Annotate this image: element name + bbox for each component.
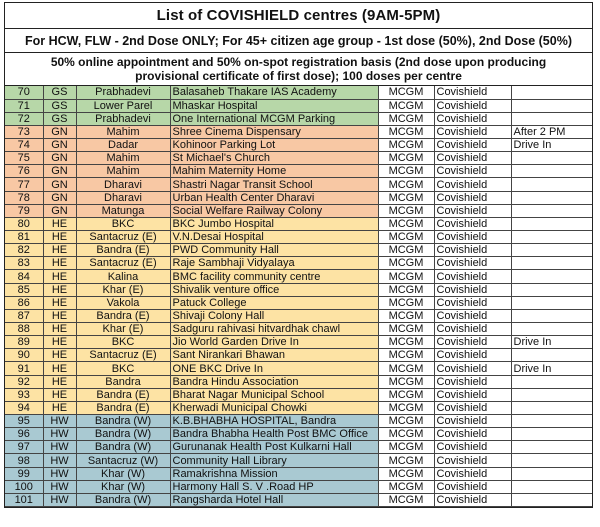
area-cell: Vakola xyxy=(76,296,170,309)
remarks-cell xyxy=(511,493,592,506)
vaccine-cell: Covishield xyxy=(434,375,511,388)
serial-number-cell: 70 xyxy=(5,86,43,99)
table-row xyxy=(5,191,592,204)
centre-name-cell: Mahim Maternity Home xyxy=(170,165,378,178)
centre-name-cell: Balasaheb Thakare IAS Academy xyxy=(170,86,378,99)
table-row xyxy=(5,178,592,191)
table-row xyxy=(5,112,592,125)
vaccine-cell: Covishield xyxy=(434,191,511,204)
area-cell: Dharavi xyxy=(76,178,170,191)
organisation-cell: MCGM xyxy=(378,428,434,441)
table-row xyxy=(5,86,592,99)
vaccine-cell: Covishield xyxy=(434,336,511,349)
remarks-cell xyxy=(511,401,592,414)
organisation-cell: MCGM xyxy=(378,244,434,257)
table-row xyxy=(5,270,592,283)
remarks-cell: After 2 PM xyxy=(511,125,592,138)
ward-cell: GN xyxy=(43,191,76,204)
area-cell: Mahim xyxy=(76,152,170,165)
centre-name-cell: Bharat Nagar Municipal School xyxy=(170,388,378,401)
area-cell: Santacruz (E) xyxy=(76,231,170,244)
ward-cell: HE xyxy=(43,257,76,270)
table-row xyxy=(5,152,592,165)
remarks-cell xyxy=(511,454,592,467)
serial-number-cell: 78 xyxy=(5,191,43,204)
centre-name-cell: Social Welfare Railway Colony xyxy=(170,204,378,217)
centre-name-cell: ONE BKC Drive In xyxy=(170,362,378,375)
remarks-cell xyxy=(511,204,592,217)
area-cell: Santacruz (E) xyxy=(76,349,170,362)
serial-number-cell: 71 xyxy=(5,99,43,112)
serial-number-cell: 81 xyxy=(5,231,43,244)
area-cell: Khar (W) xyxy=(76,480,170,493)
centre-name-cell: Shivaji Colony Hall xyxy=(170,309,378,322)
centres-table-body xyxy=(5,86,592,507)
organisation-cell: MCGM xyxy=(378,204,434,217)
ward-cell: GN xyxy=(43,204,76,217)
organisation-cell: MCGM xyxy=(378,349,434,362)
remarks-cell xyxy=(511,165,592,178)
remarks-cell xyxy=(511,349,592,362)
ward-cell: GS xyxy=(43,99,76,112)
vaccine-cell: Covishield xyxy=(434,139,511,152)
vaccine-cell: Covishield xyxy=(434,125,511,138)
ward-cell: HE xyxy=(43,283,76,296)
organisation-cell: MCGM xyxy=(378,165,434,178)
remarks-cell: Drive In xyxy=(511,139,592,152)
area-cell: Khar (E) xyxy=(76,283,170,296)
ward-cell: HE xyxy=(43,362,76,375)
vaccine-cell: Covishield xyxy=(434,244,511,257)
ward-cell: HE xyxy=(43,375,76,388)
ward-cell: HW xyxy=(43,467,76,480)
table-row xyxy=(5,257,592,270)
area-cell: Bandra (W) xyxy=(76,415,170,428)
remarks-cell xyxy=(511,415,592,428)
area-cell: Bandra xyxy=(76,375,170,388)
vaccine-cell: Covishield xyxy=(434,165,511,178)
ward-cell: GN xyxy=(43,139,76,152)
table-row xyxy=(5,336,592,349)
ward-cell: HE xyxy=(43,388,76,401)
vaccine-cell: Covishield xyxy=(434,388,511,401)
table-row xyxy=(5,388,592,401)
serial-number-cell: 91 xyxy=(5,362,43,375)
organisation-cell: MCGM xyxy=(378,125,434,138)
vaccine-cell: Covishield xyxy=(434,112,511,125)
area-cell: BKC xyxy=(76,217,170,230)
remarks-cell xyxy=(511,191,592,204)
remarks-cell xyxy=(511,112,592,125)
area-cell: Lower Parel xyxy=(76,99,170,112)
vaccine-cell: Covishield xyxy=(434,454,511,467)
ward-cell: HW xyxy=(43,454,76,467)
serial-number-cell: 72 xyxy=(5,112,43,125)
table-row xyxy=(5,480,592,493)
table-row xyxy=(5,362,592,375)
organisation-cell: MCGM xyxy=(378,454,434,467)
serial-number-cell: 75 xyxy=(5,152,43,165)
remarks-cell xyxy=(511,323,592,336)
serial-number-cell: 94 xyxy=(5,401,43,414)
table-row xyxy=(5,323,592,336)
area-cell: BKC xyxy=(76,336,170,349)
serial-number-cell: 88 xyxy=(5,323,43,336)
area-cell: Bandra (W) xyxy=(76,493,170,506)
table-row xyxy=(5,454,592,467)
vaccine-cell: Covishield xyxy=(434,362,511,375)
serial-number-cell: 73 xyxy=(5,125,43,138)
serial-number-cell: 89 xyxy=(5,336,43,349)
page-title: List of COVISHIELD centres (9AM-5PM) xyxy=(5,3,592,29)
table-row xyxy=(5,204,592,217)
remarks-cell xyxy=(511,467,592,480)
table-row xyxy=(5,244,592,257)
organisation-cell: MCGM xyxy=(378,467,434,480)
table-row xyxy=(5,99,592,112)
ward-cell: HE xyxy=(43,270,76,283)
remarks-cell xyxy=(511,375,592,388)
organisation-cell: MCGM xyxy=(378,362,434,375)
area-cell: Khar (W) xyxy=(76,467,170,480)
vaccine-cell: Covishield xyxy=(434,323,511,336)
ward-cell: HE xyxy=(43,231,76,244)
ward-cell: HE xyxy=(43,323,76,336)
centre-name-cell: Gurunanak Health Post Kulkarni Hall xyxy=(170,441,378,454)
area-cell: Dharavi xyxy=(76,191,170,204)
area-cell: Bandra (E) xyxy=(76,388,170,401)
remarks-cell xyxy=(511,441,592,454)
table-row xyxy=(5,296,592,309)
centre-name-cell: Bandra Hindu Association xyxy=(170,375,378,388)
centre-name-cell: Urban Health Center Dharavi xyxy=(170,191,378,204)
centre-name-cell: Harmony Hall S. V .Road HP xyxy=(170,480,378,493)
serial-number-cell: 95 xyxy=(5,415,43,428)
ward-cell: HE xyxy=(43,244,76,257)
vaccine-cell: Covishield xyxy=(434,480,511,493)
area-cell: Mahim xyxy=(76,165,170,178)
ward-cell: HE xyxy=(43,336,76,349)
table-row xyxy=(5,415,592,428)
vaccine-cell: Covishield xyxy=(434,467,511,480)
ward-cell: GS xyxy=(43,86,76,99)
organisation-cell: MCGM xyxy=(378,270,434,283)
ward-cell: HW xyxy=(43,415,76,428)
remarks-cell: Drive In xyxy=(511,336,592,349)
serial-number-cell: 85 xyxy=(5,283,43,296)
table-row xyxy=(5,217,592,230)
remarks-cell xyxy=(511,231,592,244)
centres-table xyxy=(5,86,592,507)
centre-name-cell: Community Hall Library xyxy=(170,454,378,467)
organisation-cell: MCGM xyxy=(378,112,434,125)
remarks-cell xyxy=(511,257,592,270)
table-row xyxy=(5,401,592,414)
centre-name-cell: Mhaskar Hospital xyxy=(170,99,378,112)
vaccine-cell: Covishield xyxy=(434,178,511,191)
centre-name-cell: Jio World Garden Drive In xyxy=(170,336,378,349)
organisation-cell: MCGM xyxy=(378,231,434,244)
organisation-cell: MCGM xyxy=(378,257,434,270)
remarks-cell xyxy=(511,309,592,322)
remarks-cell xyxy=(511,428,592,441)
organisation-cell: MCGM xyxy=(378,283,434,296)
serial-number-cell: 99 xyxy=(5,467,43,480)
remarks-cell xyxy=(511,244,592,257)
organisation-cell: MCGM xyxy=(378,401,434,414)
table-row xyxy=(5,139,592,152)
vaccine-cell: Covishield xyxy=(434,283,511,296)
ward-cell: HE xyxy=(43,309,76,322)
ward-cell: HE xyxy=(43,296,76,309)
organisation-cell: MCGM xyxy=(378,480,434,493)
ward-cell: HW xyxy=(43,441,76,454)
vaccine-cell: Covishield xyxy=(434,401,511,414)
organisation-cell: MCGM xyxy=(378,217,434,230)
serial-number-cell: 92 xyxy=(5,375,43,388)
ward-cell: HE xyxy=(43,401,76,414)
area-cell: Bandra (E) xyxy=(76,244,170,257)
organisation-cell: MCGM xyxy=(378,178,434,191)
centre-name-cell: Patuck College xyxy=(170,296,378,309)
vaccine-cell: Covishield xyxy=(434,257,511,270)
remarks-cell xyxy=(511,217,592,230)
serial-number-cell: 84 xyxy=(5,270,43,283)
ward-cell: GN xyxy=(43,165,76,178)
table-row xyxy=(5,467,592,480)
table-row xyxy=(5,428,592,441)
organisation-cell: MCGM xyxy=(378,139,434,152)
remarks-cell xyxy=(511,152,592,165)
vaccine-cell: Covishield xyxy=(434,415,511,428)
remarks-cell xyxy=(511,296,592,309)
organisation-cell: MCGM xyxy=(378,86,434,99)
remarks-cell xyxy=(511,283,592,296)
centre-name-cell: V.N.Desai Hospital xyxy=(170,231,378,244)
vaccine-cell: Covishield xyxy=(434,231,511,244)
remarks-cell xyxy=(511,480,592,493)
area-cell: Bandra (E) xyxy=(76,309,170,322)
table-row xyxy=(5,125,592,138)
centre-name-cell: BMC facility community centre xyxy=(170,270,378,283)
serial-number-cell: 76 xyxy=(5,165,43,178)
centre-name-cell: Kherwadi Municipal Chowki xyxy=(170,401,378,414)
area-cell: Prabhadevi xyxy=(76,86,170,99)
centres-sheet xyxy=(4,2,593,508)
area-cell: Bandra (W) xyxy=(76,428,170,441)
eligibility-subtitle: For HCW, FLW - 2nd Dose ONLY; For 45+ citizen age group - 1st dose (50%), 2nd Dose (50%) xyxy=(5,29,592,53)
centre-name-cell: Sant Nirankari Bhawan xyxy=(170,349,378,362)
centre-name-cell: Raje Sambhaji Vidyalaya xyxy=(170,257,378,270)
area-cell: BKC xyxy=(76,362,170,375)
area-cell: Matunga xyxy=(76,204,170,217)
centre-name-cell: Shivalik venture office xyxy=(170,283,378,296)
organisation-cell: MCGM xyxy=(378,493,434,506)
table-row xyxy=(5,493,592,506)
vaccine-cell: Covishield xyxy=(434,309,511,322)
serial-number-cell: 87 xyxy=(5,309,43,322)
organisation-cell: MCGM xyxy=(378,296,434,309)
centre-name-cell: Kohinoor Parking Lot xyxy=(170,139,378,152)
organisation-cell: MCGM xyxy=(378,309,434,322)
ward-cell: HW xyxy=(43,493,76,506)
serial-number-cell: 79 xyxy=(5,204,43,217)
table-row xyxy=(5,349,592,362)
centre-name-cell: One International MCGM Parking xyxy=(170,112,378,125)
organisation-cell: MCGM xyxy=(378,375,434,388)
table-row xyxy=(5,283,592,296)
area-cell: Prabhadevi xyxy=(76,112,170,125)
vaccine-cell: Covishield xyxy=(434,204,511,217)
registration-note-line-2: provisional certificate of first dose); 100 doses per centre xyxy=(135,69,462,83)
organisation-cell: MCGM xyxy=(378,388,434,401)
centre-name-cell: Ramakrishna Mission xyxy=(170,467,378,480)
centre-name-cell: Rangsharda Hotel Hall xyxy=(170,493,378,506)
serial-number-cell: 93 xyxy=(5,388,43,401)
organisation-cell: MCGM xyxy=(378,191,434,204)
serial-number-cell: 96 xyxy=(5,428,43,441)
organisation-cell: MCGM xyxy=(378,152,434,165)
ward-cell: GN xyxy=(43,125,76,138)
remarks-cell xyxy=(511,178,592,191)
area-cell: Santacruz (E) xyxy=(76,257,170,270)
organisation-cell: MCGM xyxy=(378,415,434,428)
registration-note xyxy=(5,53,592,86)
vaccine-cell: Covishield xyxy=(434,441,511,454)
table-row xyxy=(5,165,592,178)
serial-number-cell: 90 xyxy=(5,349,43,362)
centre-name-cell: Bandra Bhabha Health Post BMC Office xyxy=(170,428,378,441)
serial-number-cell: 98 xyxy=(5,454,43,467)
serial-number-cell: 80 xyxy=(5,217,43,230)
centre-name-cell: St Michael's Church xyxy=(170,152,378,165)
area-cell: Dadar xyxy=(76,139,170,152)
organisation-cell: MCGM xyxy=(378,441,434,454)
ward-cell: GS xyxy=(43,112,76,125)
ward-cell: GN xyxy=(43,152,76,165)
vaccine-cell: Covishield xyxy=(434,217,511,230)
remarks-cell xyxy=(511,86,592,99)
table-row xyxy=(5,231,592,244)
ward-cell: HE xyxy=(43,349,76,362)
centre-name-cell: BKC Jumbo Hospital xyxy=(170,217,378,230)
serial-number-cell: 77 xyxy=(5,178,43,191)
remarks-cell: Drive In xyxy=(511,362,592,375)
serial-number-cell: 86 xyxy=(5,296,43,309)
vaccine-cell: Covishield xyxy=(434,99,511,112)
ward-cell: HE xyxy=(43,217,76,230)
table-row xyxy=(5,309,592,322)
area-cell: Bandra (W) xyxy=(76,441,170,454)
vaccine-cell: Covishield xyxy=(434,270,511,283)
serial-number-cell: 97 xyxy=(5,441,43,454)
table-row xyxy=(5,441,592,454)
centre-name-cell: Shastri Nagar Transit School xyxy=(170,178,378,191)
serial-number-cell: 101 xyxy=(5,493,43,506)
centre-name-cell: Sadguru rahivasi hitvardhak chawl xyxy=(170,323,378,336)
area-cell: Bandra (E) xyxy=(76,401,170,414)
serial-number-cell: 83 xyxy=(5,257,43,270)
organisation-cell: MCGM xyxy=(378,323,434,336)
area-cell: Mahim xyxy=(76,125,170,138)
remarks-cell xyxy=(511,99,592,112)
area-cell: Khar (E) xyxy=(76,323,170,336)
vaccine-cell: Covishield xyxy=(434,152,511,165)
remarks-cell xyxy=(511,270,592,283)
serial-number-cell: 74 xyxy=(5,139,43,152)
area-cell: Santacruz (W) xyxy=(76,454,170,467)
centre-name-cell: PWD Community Hall xyxy=(170,244,378,257)
area-cell: Kalina xyxy=(76,270,170,283)
ward-cell: HW xyxy=(43,428,76,441)
organisation-cell: MCGM xyxy=(378,336,434,349)
serial-number-cell: 82 xyxy=(5,244,43,257)
vaccine-cell: Covishield xyxy=(434,296,511,309)
remarks-cell xyxy=(511,388,592,401)
ward-cell: HW xyxy=(43,480,76,493)
serial-number-cell: 100 xyxy=(5,480,43,493)
ward-cell: GN xyxy=(43,178,76,191)
centre-name-cell: Shree Cinema Dispensary xyxy=(170,125,378,138)
centre-name-cell: K.B.BHABHA HOSPITAL, Bandra xyxy=(170,415,378,428)
vaccine-cell: Covishield xyxy=(434,493,511,506)
table-row xyxy=(5,375,592,388)
registration-note-line-1: 50% online appointment and 50% on-spot registration basis (2nd dose upon producing xyxy=(50,55,547,69)
vaccine-cell: Covishield xyxy=(434,428,511,441)
organisation-cell: MCGM xyxy=(378,99,434,112)
vaccine-cell: Covishield xyxy=(434,349,511,362)
vaccine-cell: Covishield xyxy=(434,86,511,99)
